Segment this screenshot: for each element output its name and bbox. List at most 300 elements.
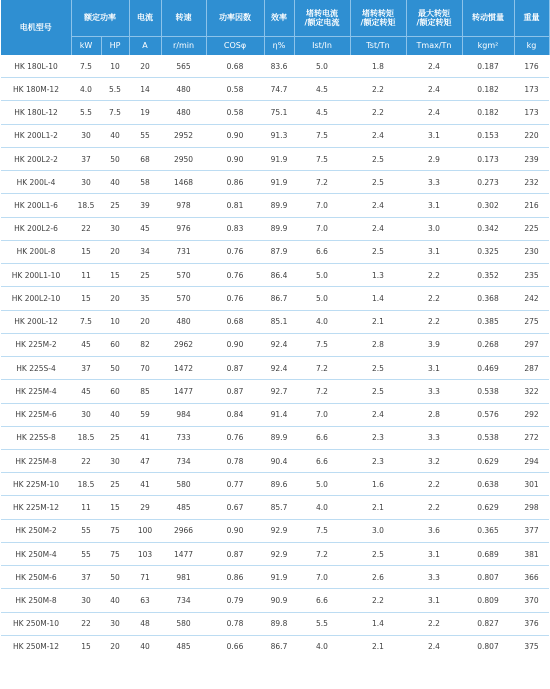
unit-hp: HP: [101, 37, 129, 56]
cell-power-kw: 4.0: [71, 78, 101, 101]
cell-current: 41: [129, 473, 161, 496]
header-locked-current: 堵转电流 /额定电流: [294, 0, 350, 37]
cell-power-hp: 75: [101, 542, 129, 565]
cell-locked-current-ratio: 4.0: [316, 642, 328, 652]
cell-model: HK 200L1-6: [1, 194, 71, 217]
cell-speed: 480: [161, 78, 206, 101]
cell-power-hp: 10: [101, 55, 129, 78]
cell-max-torque-ratio: 3.1: [406, 240, 462, 263]
cell-power-hp: 15: [101, 264, 129, 287]
cell-efficiency: 92.9: [264, 542, 294, 565]
cell-efficiency: 89.6: [264, 473, 294, 496]
cell-weight: 230: [514, 240, 549, 263]
cell-power-factor: 0.66: [226, 642, 244, 652]
cell-current: 35: [129, 287, 161, 310]
cell-locked-torque-ratio: 3.0: [350, 519, 406, 542]
cell-power-kw: 37: [71, 357, 101, 380]
cell-locked-torque-ratio: 2.4: [350, 194, 406, 217]
cell-power-kw: 18.5: [71, 426, 101, 449]
cell-weight: 376: [514, 612, 549, 635]
cell-speed: 570: [161, 287, 206, 310]
cell-locked-torque-ratio: 2.2: [350, 101, 406, 124]
cell-locked-current-ratio: 5.0: [294, 287, 350, 310]
cell-inertia: 0.629: [462, 449, 514, 472]
cell-power-hp: 7.5: [101, 101, 129, 124]
cell-locked-torque-ratio: 2.4: [350, 403, 406, 426]
table-row: [1, 519, 549, 542]
cell-locked-current-ratio: 7.2: [294, 380, 350, 403]
table-row: [1, 217, 549, 240]
cell-efficiency: 86.7: [264, 287, 294, 310]
cell-locked-torque-ratio: 2.5: [350, 357, 406, 380]
cell-power-kw: 5.5: [71, 101, 101, 124]
table-row: [1, 194, 549, 217]
cell-current: 85: [129, 380, 161, 403]
cell-weight: 173: [514, 101, 549, 124]
cell-model: HK 200L1-10: [1, 264, 71, 287]
cell-model: HK 200L-8: [1, 240, 71, 263]
cell-weight: 225: [514, 217, 549, 240]
cell-inertia: 0.182: [462, 78, 514, 101]
cell-inertia: 0.689: [462, 542, 514, 565]
cell-locked-torque-ratio: 2.1: [372, 642, 384, 652]
cell-power-factor: 0.87: [206, 357, 264, 380]
cell-weight: 297: [514, 333, 549, 356]
cell-power-hp: 40: [101, 171, 129, 194]
cell-model: HK 250M-6: [1, 566, 71, 589]
cell-locked-current-ratio: 7.0: [294, 403, 350, 426]
cell-power-kw: 30: [71, 171, 101, 194]
cell-model: HK 225M-4: [1, 380, 71, 403]
cell-inertia: 0.268: [462, 333, 514, 356]
cell-max-torque-ratio: 3.3: [406, 380, 462, 403]
cell-efficiency: 86.7: [270, 642, 288, 652]
cell-efficiency: 89.9: [264, 217, 294, 240]
table-row: [1, 496, 549, 519]
cell-inertia: 0.352: [462, 264, 514, 287]
cell-locked-current-ratio: 6.6: [294, 426, 350, 449]
table-row: [1, 403, 549, 426]
cell-power-factor: 0.68: [206, 310, 264, 333]
cell-speed: 580: [161, 612, 206, 635]
table-row: [1, 635, 549, 658]
table-row: [1, 542, 549, 565]
table-row: [1, 566, 549, 589]
header-weight: 重量: [514, 0, 549, 37]
cell-speed: 480: [161, 101, 206, 124]
header-max-torque: 最大转矩 /额定转矩: [406, 0, 462, 37]
cell-power-kw: 11: [71, 264, 101, 287]
cell-power-kw: 15: [81, 642, 91, 652]
cell-power-hp: 30: [101, 449, 129, 472]
cell-efficiency: 91.9: [264, 147, 294, 170]
cell-locked-torque-ratio: 2.5: [350, 171, 406, 194]
cell-inertia: 0.342: [462, 217, 514, 240]
cell-power-factor: 0.90: [206, 519, 264, 542]
cell-inertia: 0.807: [462, 566, 514, 589]
cell-current: 59: [129, 403, 161, 426]
cell-locked-torque-ratio: 2.5: [350, 240, 406, 263]
cell-efficiency: 83.6: [264, 55, 294, 78]
cell-power-hp: 15: [101, 496, 129, 519]
unit-tmax: Tmax/Tn: [406, 37, 462, 56]
cell-power-hp: 50: [101, 147, 129, 170]
cell-power-factor: 0.84: [206, 403, 264, 426]
cell-current: 58: [129, 171, 161, 194]
cell-locked-current-ratio: 6.6: [294, 449, 350, 472]
cell-inertia: 0.807: [477, 642, 499, 652]
cell-power-kw: 30: [71, 589, 101, 612]
cell-model: HK 225M-12: [1, 496, 71, 519]
cell-power-factor: 0.90: [206, 333, 264, 356]
cell-current: 34: [129, 240, 161, 263]
cell-locked-torque-ratio: 2.4: [350, 217, 406, 240]
cell-inertia: 0.469: [462, 357, 514, 380]
cell-efficiency: 86.4: [264, 264, 294, 287]
cell-speed: 1468: [161, 171, 206, 194]
unit-cos: COSφ: [206, 37, 264, 56]
cell-power-hp: 50: [101, 566, 129, 589]
cell-efficiency: 90.9: [264, 589, 294, 612]
cell-power-factor: 0.90: [206, 147, 264, 170]
cell-inertia: 0.385: [462, 310, 514, 333]
cell-weight: 377: [514, 519, 549, 542]
cell-model: HK 180L-12: [1, 101, 71, 124]
cell-power-factor: 0.83: [206, 217, 264, 240]
cell-speed: 485: [176, 642, 191, 652]
cell-locked-current-ratio: 5.0: [294, 473, 350, 496]
cell-power-factor: 0.68: [206, 55, 264, 78]
cell-max-torque-ratio: 2.2: [406, 287, 462, 310]
cell-power-factor: 0.79: [206, 589, 264, 612]
header-rated-power: 额定功率: [71, 0, 129, 37]
cell-current: 103: [129, 542, 161, 565]
cell-power-kw: 22: [71, 449, 101, 472]
cell-power-hp: 20: [110, 642, 120, 652]
cell-speed: 976: [161, 217, 206, 240]
cell-model: HK 250M-12: [13, 642, 59, 652]
cell-inertia: 0.827: [462, 612, 514, 635]
table-row: [1, 333, 549, 356]
cell-locked-current-ratio: 4.0: [294, 496, 350, 519]
table-row: [1, 101, 549, 124]
cell-locked-current-ratio: 4.5: [294, 78, 350, 101]
table-row: [1, 589, 549, 612]
cell-speed: 2966: [161, 519, 206, 542]
cell-locked-current-ratio: 5.0: [294, 264, 350, 287]
cell-inertia: 0.809: [462, 589, 514, 612]
unit-rpm: r/min: [161, 37, 206, 56]
cell-locked-current-ratio: 6.6: [294, 240, 350, 263]
table-row: [1, 310, 549, 333]
cell-model: HK 180M-12: [1, 78, 71, 101]
cell-inertia: 0.576: [462, 403, 514, 426]
cell-model: HK 200L2-10: [1, 287, 71, 310]
cell-model: HK 250M-10: [1, 612, 71, 635]
cell-max-torque-ratio: 3.6: [406, 519, 462, 542]
cell-power-kw: 22: [71, 612, 101, 635]
cell-speed: 570: [161, 264, 206, 287]
cell-speed: 734: [161, 589, 206, 612]
cell-max-torque-ratio: 2.2: [406, 310, 462, 333]
cell-weight: 235: [514, 264, 549, 287]
cell-current: 71: [129, 566, 161, 589]
cell-speed: 1477: [161, 542, 206, 565]
cell-locked-torque-ratio: 2.8: [350, 333, 406, 356]
cell-speed: 984: [161, 403, 206, 426]
cell-weight: 375: [524, 642, 539, 652]
cell-max-torque-ratio: 2.4: [406, 55, 462, 78]
cell-current: 100: [129, 519, 161, 542]
cell-power-hp: 5.5: [101, 78, 129, 101]
cell-weight: 216: [514, 194, 549, 217]
cell-locked-current-ratio: 7.5: [294, 333, 350, 356]
cell-inertia: 0.538: [462, 380, 514, 403]
table-row: [1, 171, 549, 194]
cell-inertia: 0.325: [462, 240, 514, 263]
cell-max-torque-ratio: 2.2: [406, 612, 462, 635]
cell-max-torque-ratio: 3.1: [406, 124, 462, 147]
cell-locked-torque-ratio: 1.3: [350, 264, 406, 287]
cell-locked-current-ratio: 4.5: [294, 101, 350, 124]
cell-power-factor: 0.87: [206, 542, 264, 565]
cell-max-torque-ratio: 3.1: [406, 357, 462, 380]
cell-max-torque-ratio: 2.2: [406, 473, 462, 496]
motor-spec-table: [1, 0, 550, 658]
cell-locked-torque-ratio: 2.1: [350, 310, 406, 333]
cell-max-torque-ratio: 3.0: [406, 217, 462, 240]
cell-power-factor: 0.87: [206, 380, 264, 403]
cell-max-torque-ratio: 3.1: [406, 542, 462, 565]
cell-speed: 2962: [161, 333, 206, 356]
cell-efficiency: 85.1: [264, 310, 294, 333]
cell-current: 45: [129, 217, 161, 240]
cell-inertia: 0.302: [462, 194, 514, 217]
cell-power-factor: 0.76: [206, 264, 264, 287]
cell-power-factor: 0.78: [206, 612, 264, 635]
cell-current: 25: [129, 264, 161, 287]
cell-inertia: 0.538: [462, 426, 514, 449]
cell-power-hp: 25: [101, 426, 129, 449]
cell-current: 82: [129, 333, 161, 356]
cell-power-hp: 40: [101, 589, 129, 612]
cell-locked-current-ratio: 7.2: [294, 171, 350, 194]
cell-speed: 1472: [161, 357, 206, 380]
cell-power-kw: 55: [71, 542, 101, 565]
cell-locked-torque-ratio: 2.4: [350, 124, 406, 147]
cell-efficiency: 92.7: [264, 380, 294, 403]
table-row: [1, 240, 549, 263]
cell-efficiency: 92.4: [264, 333, 294, 356]
cell-power-hp: 60: [101, 380, 129, 403]
cell-locked-torque-ratio: 2.5: [350, 542, 406, 565]
cell-current: 63: [129, 589, 161, 612]
cell-power-hp: 60: [101, 333, 129, 356]
cell-locked-torque-ratio: 1.8: [350, 55, 406, 78]
unit-tst: Tst/Tn: [350, 37, 406, 56]
cell-locked-torque-ratio: 1.4: [350, 287, 406, 310]
cell-weight: 220: [514, 124, 549, 147]
cell-model: HK 200L2-6: [1, 217, 71, 240]
unit-a: A: [129, 37, 161, 56]
cell-max-torque-ratio: 3.1: [406, 194, 462, 217]
cell-current: 20: [129, 310, 161, 333]
cell-power-kw: 45: [71, 380, 101, 403]
cell-speed: 1477: [161, 380, 206, 403]
cell-speed: 978: [161, 194, 206, 217]
cell-efficiency: 85.7: [264, 496, 294, 519]
table-row: [1, 124, 549, 147]
cell-locked-torque-ratio: 2.2: [350, 78, 406, 101]
unit-kgm: kgm²: [462, 37, 514, 56]
cell-locked-current-ratio: 7.2: [294, 542, 350, 565]
cell-weight: 301: [514, 473, 549, 496]
cell-locked-current-ratio: 7.5: [294, 519, 350, 542]
cell-locked-current-ratio: 6.6: [294, 589, 350, 612]
cell-efficiency: 75.1: [264, 101, 294, 124]
cell-weight: 381: [514, 542, 549, 565]
cell-efficiency: 87.9: [264, 240, 294, 263]
cell-efficiency: 89.9: [264, 426, 294, 449]
table-row: [1, 287, 549, 310]
cell-inertia: 0.173: [462, 147, 514, 170]
unit-kw: kW: [71, 37, 101, 56]
cell-power-factor: 0.77: [206, 473, 264, 496]
table-row: [1, 426, 549, 449]
cell-locked-current-ratio: 4.0: [294, 310, 350, 333]
cell-locked-torque-ratio: 2.3: [350, 426, 406, 449]
cell-power-kw: 30: [71, 124, 101, 147]
cell-power-hp: 20: [101, 240, 129, 263]
cell-inertia: 0.153: [462, 124, 514, 147]
cell-max-torque-ratio: 2.2: [406, 264, 462, 287]
cell-model: HK 225M-6: [1, 403, 71, 426]
cell-locked-current-ratio: 5.5: [294, 612, 350, 635]
cell-power-kw: 7.5: [71, 55, 101, 78]
table-row: [1, 78, 549, 101]
cell-speed: 733: [161, 426, 206, 449]
table-row: [1, 612, 549, 635]
cell-power-kw: 37: [71, 566, 101, 589]
header-speed: 转速: [161, 0, 206, 37]
header-current: 电流: [129, 0, 161, 37]
cell-efficiency: 91.9: [264, 566, 294, 589]
table-row: [1, 380, 549, 403]
cell-locked-current-ratio: 7.2: [294, 357, 350, 380]
cell-model: HK 250M-2: [1, 519, 71, 542]
cell-power-factor: 0.90: [206, 124, 264, 147]
cell-efficiency: 90.4: [264, 449, 294, 472]
cell-power-hp: 25: [101, 194, 129, 217]
cell-max-torque-ratio: 2.9: [406, 147, 462, 170]
cell-locked-torque-ratio: 2.2: [350, 589, 406, 612]
cell-power-hp: 20: [101, 287, 129, 310]
cell-power-hp: 30: [101, 217, 129, 240]
cell-locked-torque-ratio: 2.3: [350, 449, 406, 472]
cell-power-factor: 0.86: [206, 171, 264, 194]
table-row: [1, 357, 549, 380]
table-row: [1, 55, 549, 78]
header-efficiency: 效率: [264, 0, 294, 37]
cell-power-factor: 0.58: [206, 78, 264, 101]
cell-locked-torque-ratio: 1.4: [350, 612, 406, 635]
cell-model: HK 180L-10: [1, 55, 71, 78]
cell-power-kw: 11: [71, 496, 101, 519]
cell-power-kw: 37: [71, 147, 101, 170]
cell-power-factor: 0.76: [206, 287, 264, 310]
cell-weight: 242: [514, 287, 549, 310]
cell-efficiency: 74.7: [264, 78, 294, 101]
cell-power-hp: 30: [101, 612, 129, 635]
cell-model: HK 200L1-2: [1, 124, 71, 147]
cell-max-torque-ratio: 2.4: [428, 642, 440, 652]
cell-inertia: 0.629: [462, 496, 514, 519]
cell-power-kw: 15: [71, 240, 101, 263]
cell-current: 29: [129, 496, 161, 519]
cell-speed: 981: [161, 566, 206, 589]
cell-weight: 287: [514, 357, 549, 380]
cell-power-kw: 45: [71, 333, 101, 356]
unit-ist: Ist/In: [294, 37, 350, 56]
cell-max-torque-ratio: 3.1: [406, 589, 462, 612]
cell-power-factor: 0.86: [206, 566, 264, 589]
cell-power-factor: 0.78: [206, 449, 264, 472]
table-row: [1, 449, 549, 472]
cell-weight: 275: [514, 310, 549, 333]
header-power-factor: 功率因数: [206, 0, 264, 37]
cell-weight: 173: [514, 78, 549, 101]
cell-power-kw: 7.5: [71, 310, 101, 333]
cell-max-torque-ratio: 2.4: [406, 101, 462, 124]
cell-locked-current-ratio: 7.0: [294, 566, 350, 589]
cell-current: 20: [129, 55, 161, 78]
cell-efficiency: 89.9: [264, 194, 294, 217]
cell-locked-current-ratio: 5.0: [294, 55, 350, 78]
cell-current: 41: [129, 426, 161, 449]
cell-max-torque-ratio: 3.9: [406, 333, 462, 356]
cell-locked-current-ratio: 7.0: [294, 194, 350, 217]
cell-efficiency: 91.3: [264, 124, 294, 147]
cell-model: HK 200L-12: [1, 310, 71, 333]
header-inertia: 转动惯量: [462, 0, 514, 37]
cell-locked-torque-ratio: 2.5: [350, 380, 406, 403]
cell-weight: 298: [514, 496, 549, 519]
cell-weight: 232: [514, 171, 549, 194]
unit-eff: η%: [264, 37, 294, 56]
cell-model: HK 225M-8: [1, 449, 71, 472]
cell-speed: 2952: [161, 124, 206, 147]
cell-inertia: 0.273: [462, 171, 514, 194]
cell-model: HK 225M-10: [1, 473, 71, 496]
cell-power-hp: 10: [101, 310, 129, 333]
cell-power-hp: 75: [101, 519, 129, 542]
cell-current: 19: [129, 101, 161, 124]
cell-weight: 322: [514, 380, 549, 403]
cell-power-factor: 0.76: [206, 426, 264, 449]
unit-kg: kg: [514, 37, 549, 56]
cell-weight: 176: [514, 55, 549, 78]
cell-model: HK 250M-8: [1, 589, 71, 612]
cell-efficiency: 92.9: [264, 519, 294, 542]
cell-locked-torque-ratio: 1.6: [350, 473, 406, 496]
cell-model: HK 225M-2: [1, 333, 71, 356]
cell-power-kw: 18.5: [71, 194, 101, 217]
cell-locked-torque-ratio: 2.1: [350, 496, 406, 519]
cell-speed: 485: [161, 496, 206, 519]
cell-current: 47: [129, 449, 161, 472]
table-row: [1, 264, 549, 287]
cell-inertia: 0.187: [462, 55, 514, 78]
